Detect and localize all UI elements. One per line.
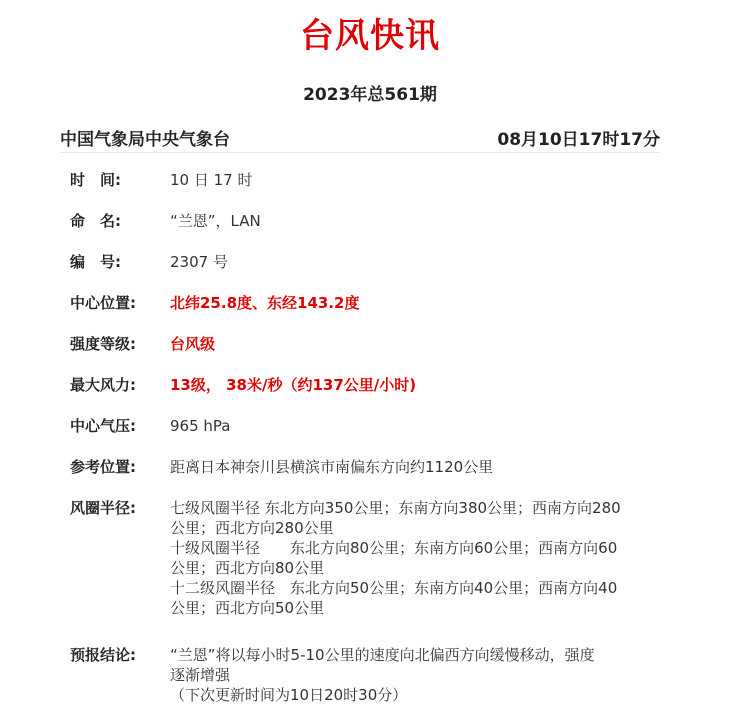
forecast-line: 逐渐增强	[170, 666, 231, 684]
field-label: 强度等级:	[70, 335, 136, 353]
wind-radius-line: 公里；西北方向280公里	[170, 519, 334, 537]
field-label: 中心位置:	[70, 294, 136, 312]
field-label: 参考位置:	[70, 458, 136, 476]
wind-radius-line: 七级风圈半径 东北方向350公里；东南方向380公里；西南方向280	[170, 499, 621, 517]
field-label: 时 间:	[70, 171, 121, 189]
field-label: 命 名:	[70, 212, 121, 230]
wind-radius-line: 公里；西北方向80公里	[170, 559, 325, 577]
wind-radius-line: 十二级风圈半径 东北方向50公里；东南方向40公里；西南方向40	[170, 579, 618, 597]
field-value: 距离日本神奈川县横滨市南偏东方向约1120公里	[170, 458, 494, 476]
field-value: 965 hPa	[170, 417, 231, 435]
field-label: 中心气压:	[70, 417, 136, 435]
field-label: 预报结论:	[70, 646, 136, 664]
field-value: 13级， 38米/秒（约137公里/小时)	[170, 376, 417, 394]
field-value: 10 日 17 时	[170, 171, 253, 189]
wind-radius-line: 十级风圈半径 东北方向80公里；东南方向60公里；西南方向60	[170, 539, 618, 557]
field-value	[170, 498, 650, 618]
field-label: 编 号:	[70, 253, 121, 271]
field-value: 北纬25.8度、东经143.2度	[170, 294, 360, 312]
forecast-line: （下次更新时间为10日20时30分）	[170, 686, 408, 704]
page-title: 台风快讯	[300, 16, 440, 56]
header-row	[60, 125, 660, 151]
forecast-line: “兰恩”将以每小时5-10公里的速度向北偏西方向缓慢移动，强度	[170, 646, 595, 664]
wind-radius-line: 公里；西北方向50公里	[170, 599, 325, 617]
field-label: 风圈半径:	[70, 499, 136, 517]
field-value: 2307 号	[170, 253, 228, 271]
field-value	[170, 645, 650, 705]
issue-number: 2023年总561期	[303, 85, 437, 105]
header-divider	[60, 152, 660, 153]
field-value: 台风级	[170, 335, 216, 353]
field-label: 最大风力:	[70, 376, 136, 394]
issuing-organization: 中国气象局中央气象台	[60, 130, 230, 150]
issue-time: 08月10日17时17分	[497, 130, 660, 150]
field-value: “兰恩”，LAN	[170, 212, 261, 230]
